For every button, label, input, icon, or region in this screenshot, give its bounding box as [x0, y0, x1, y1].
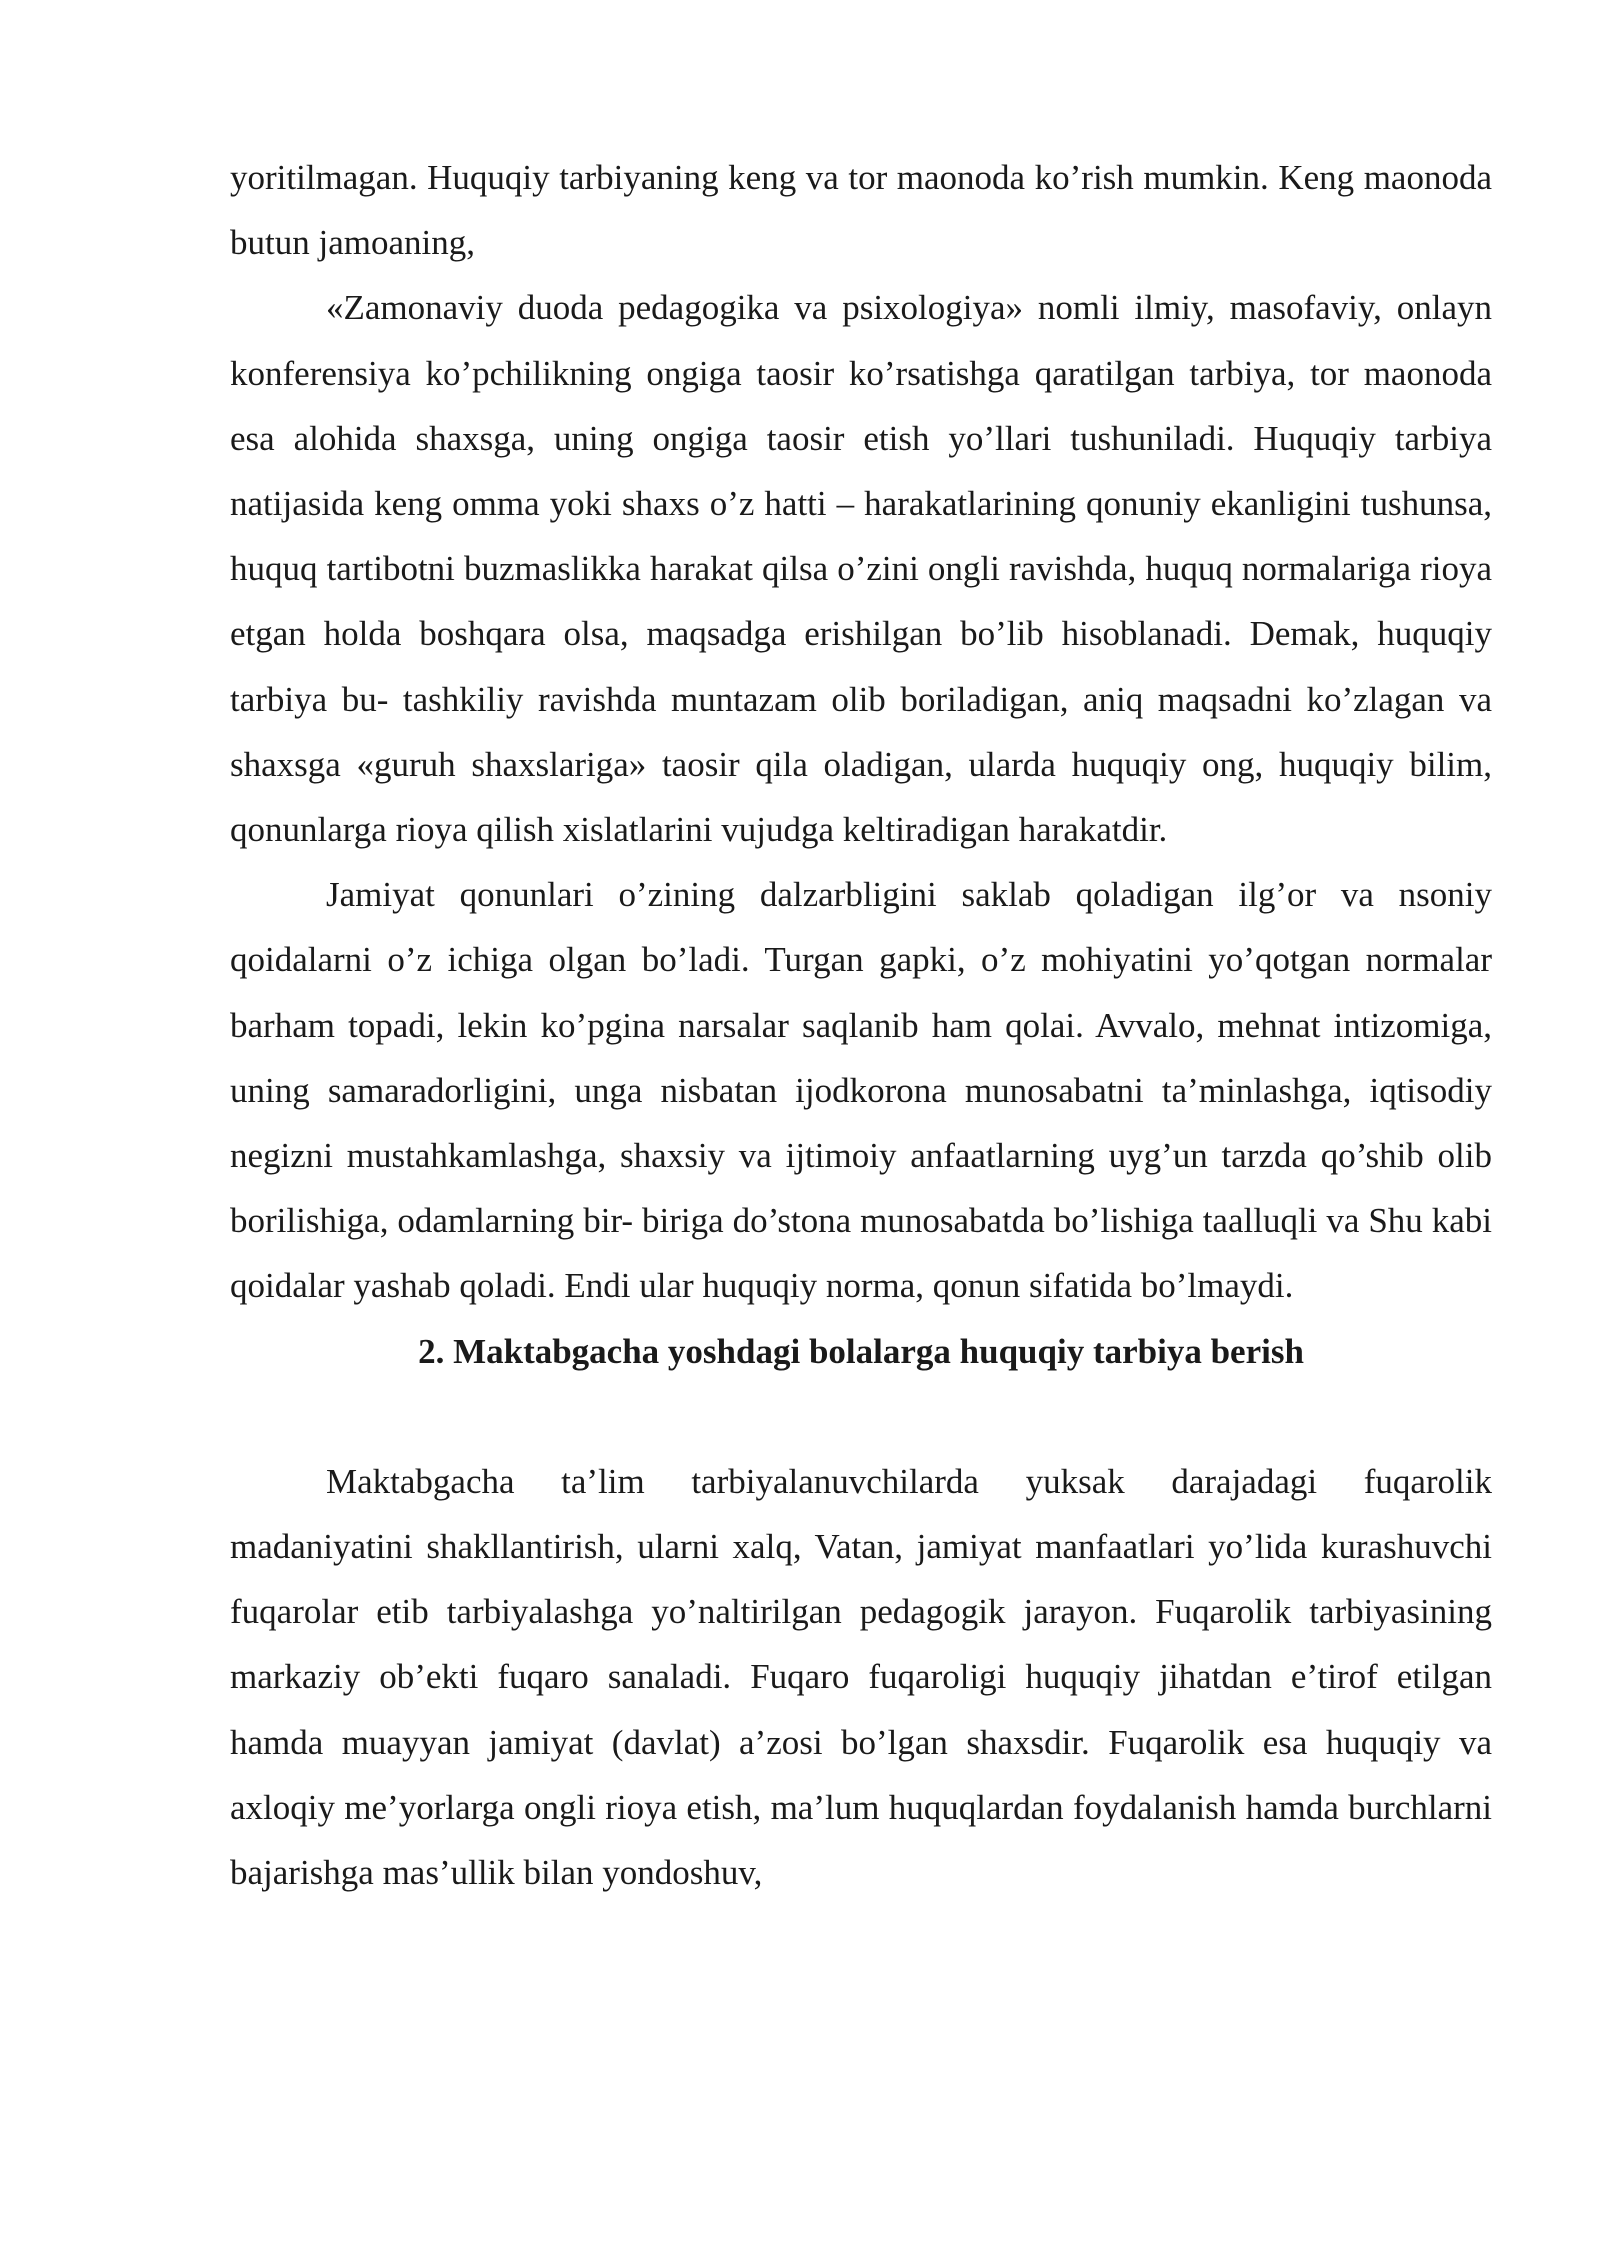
document-page — [230, 145, 1492, 1905]
section-spacer — [230, 1384, 1492, 1449]
section-heading: 2. Maktabgacha yoshdagi bolalarga huquqiy tarbiya berish — [418, 1331, 1304, 1371]
paragraph-legal-education: «Zamonaviy duoda pedagogika va psixologiya» nomli ilmiy, masofaviy, onlayn konferensiya ko’pchilikning ongiga taosir ko’rsatishga qaratilgan tarbiya, tor maonoda esa alohida shaxsga, uning ongiga taosir etish yo’llari tushuniladi. Huquqiy tarbiya natijasida keng omma yoki shaxs o’z hatti – harakatlarining qonuniy ekanligini tushunsa, huquq tartibotni buzmaslikka harakat qilsa o’zini ongli ravishda, huquq normalariga rioya etgan holda boshqara olsa, maqsadga erishilgan bo’lib hisoblanadi. Demak, huquqiy tarbiya bu- tashkiliy ravishda muntazam olib boriladigan, aniq maqsadni ko’zlagan va shaxsga «guruh shaxslariga» taosir qila oladigan, ularda huquqiy ong, huquqiy bilim, qonunlarga rioya qilish xislatlarini vujudga keltiradigan harakatdir. — [230, 288, 1492, 850]
paragraph-preschool-education: Maktabgacha ta’lim tarbiyalanuvchilarda yuksak darajadagi fuqarolik madaniyatini shakllantirish, ularni xalq, Vatan, jamiyat manfaatlari yo’lida kurashuvchi fuqarolar etib tarbiyalashga yo’naltirilgan pedagogik jarayon. Fuqarolik tarbiyasining markaziy ob’ekti fuqaro sanaladi. Fuqaro fuqaroligi huquqiy jihatdan e’tirof etilgan hamda muayyan jamiyat (davlat) a’zosi bo’lgan shaxsdir. Fuqarolik esa huquqiy va axloqiy me’yorlarga ongli rioya etish, ma’lum huquqlardan foydalanish hamda burchlarni bajarishga mas’ullik bilan yondoshuv, — [230, 1461, 1492, 1893]
paragraph-continuation: yoritilmagan. Huquqiy tarbiyaning keng va tor maonoda ko’rish mumkin. Keng maonoda butun jamoaning, — [230, 158, 1492, 263]
paragraph-society-laws: Jamiyat qonunlari o’zining dalzarbligini saklab qoladigan ilg’or va nsoniy qoidalarni o’z ichiga olgan bo’ladi. Turgan gapki, o’z mohiyatini yo’qotgan normalar barham topadi, lekin ko’pgina narsalar saqlanib ham qolai. Avvalo, mehnat intizomiga, uning samaradorligini, unga nisbatan ijodkorona munosabatni ta’minlashga, iqtisodiy negizni mustahkamlashga, shaxsiy va ijtimoiy anfaatlarning uyg’un tarzda qo’shib olib borilishiga, odamlarning bir- biriga do’stona munosabatda bo’lishiga taalluqli va Shu kabi qoidalar yashab qoladi. Endi ular huquqiy norma, qonun sifatida bo’lmaydi. — [230, 875, 1492, 1306]
